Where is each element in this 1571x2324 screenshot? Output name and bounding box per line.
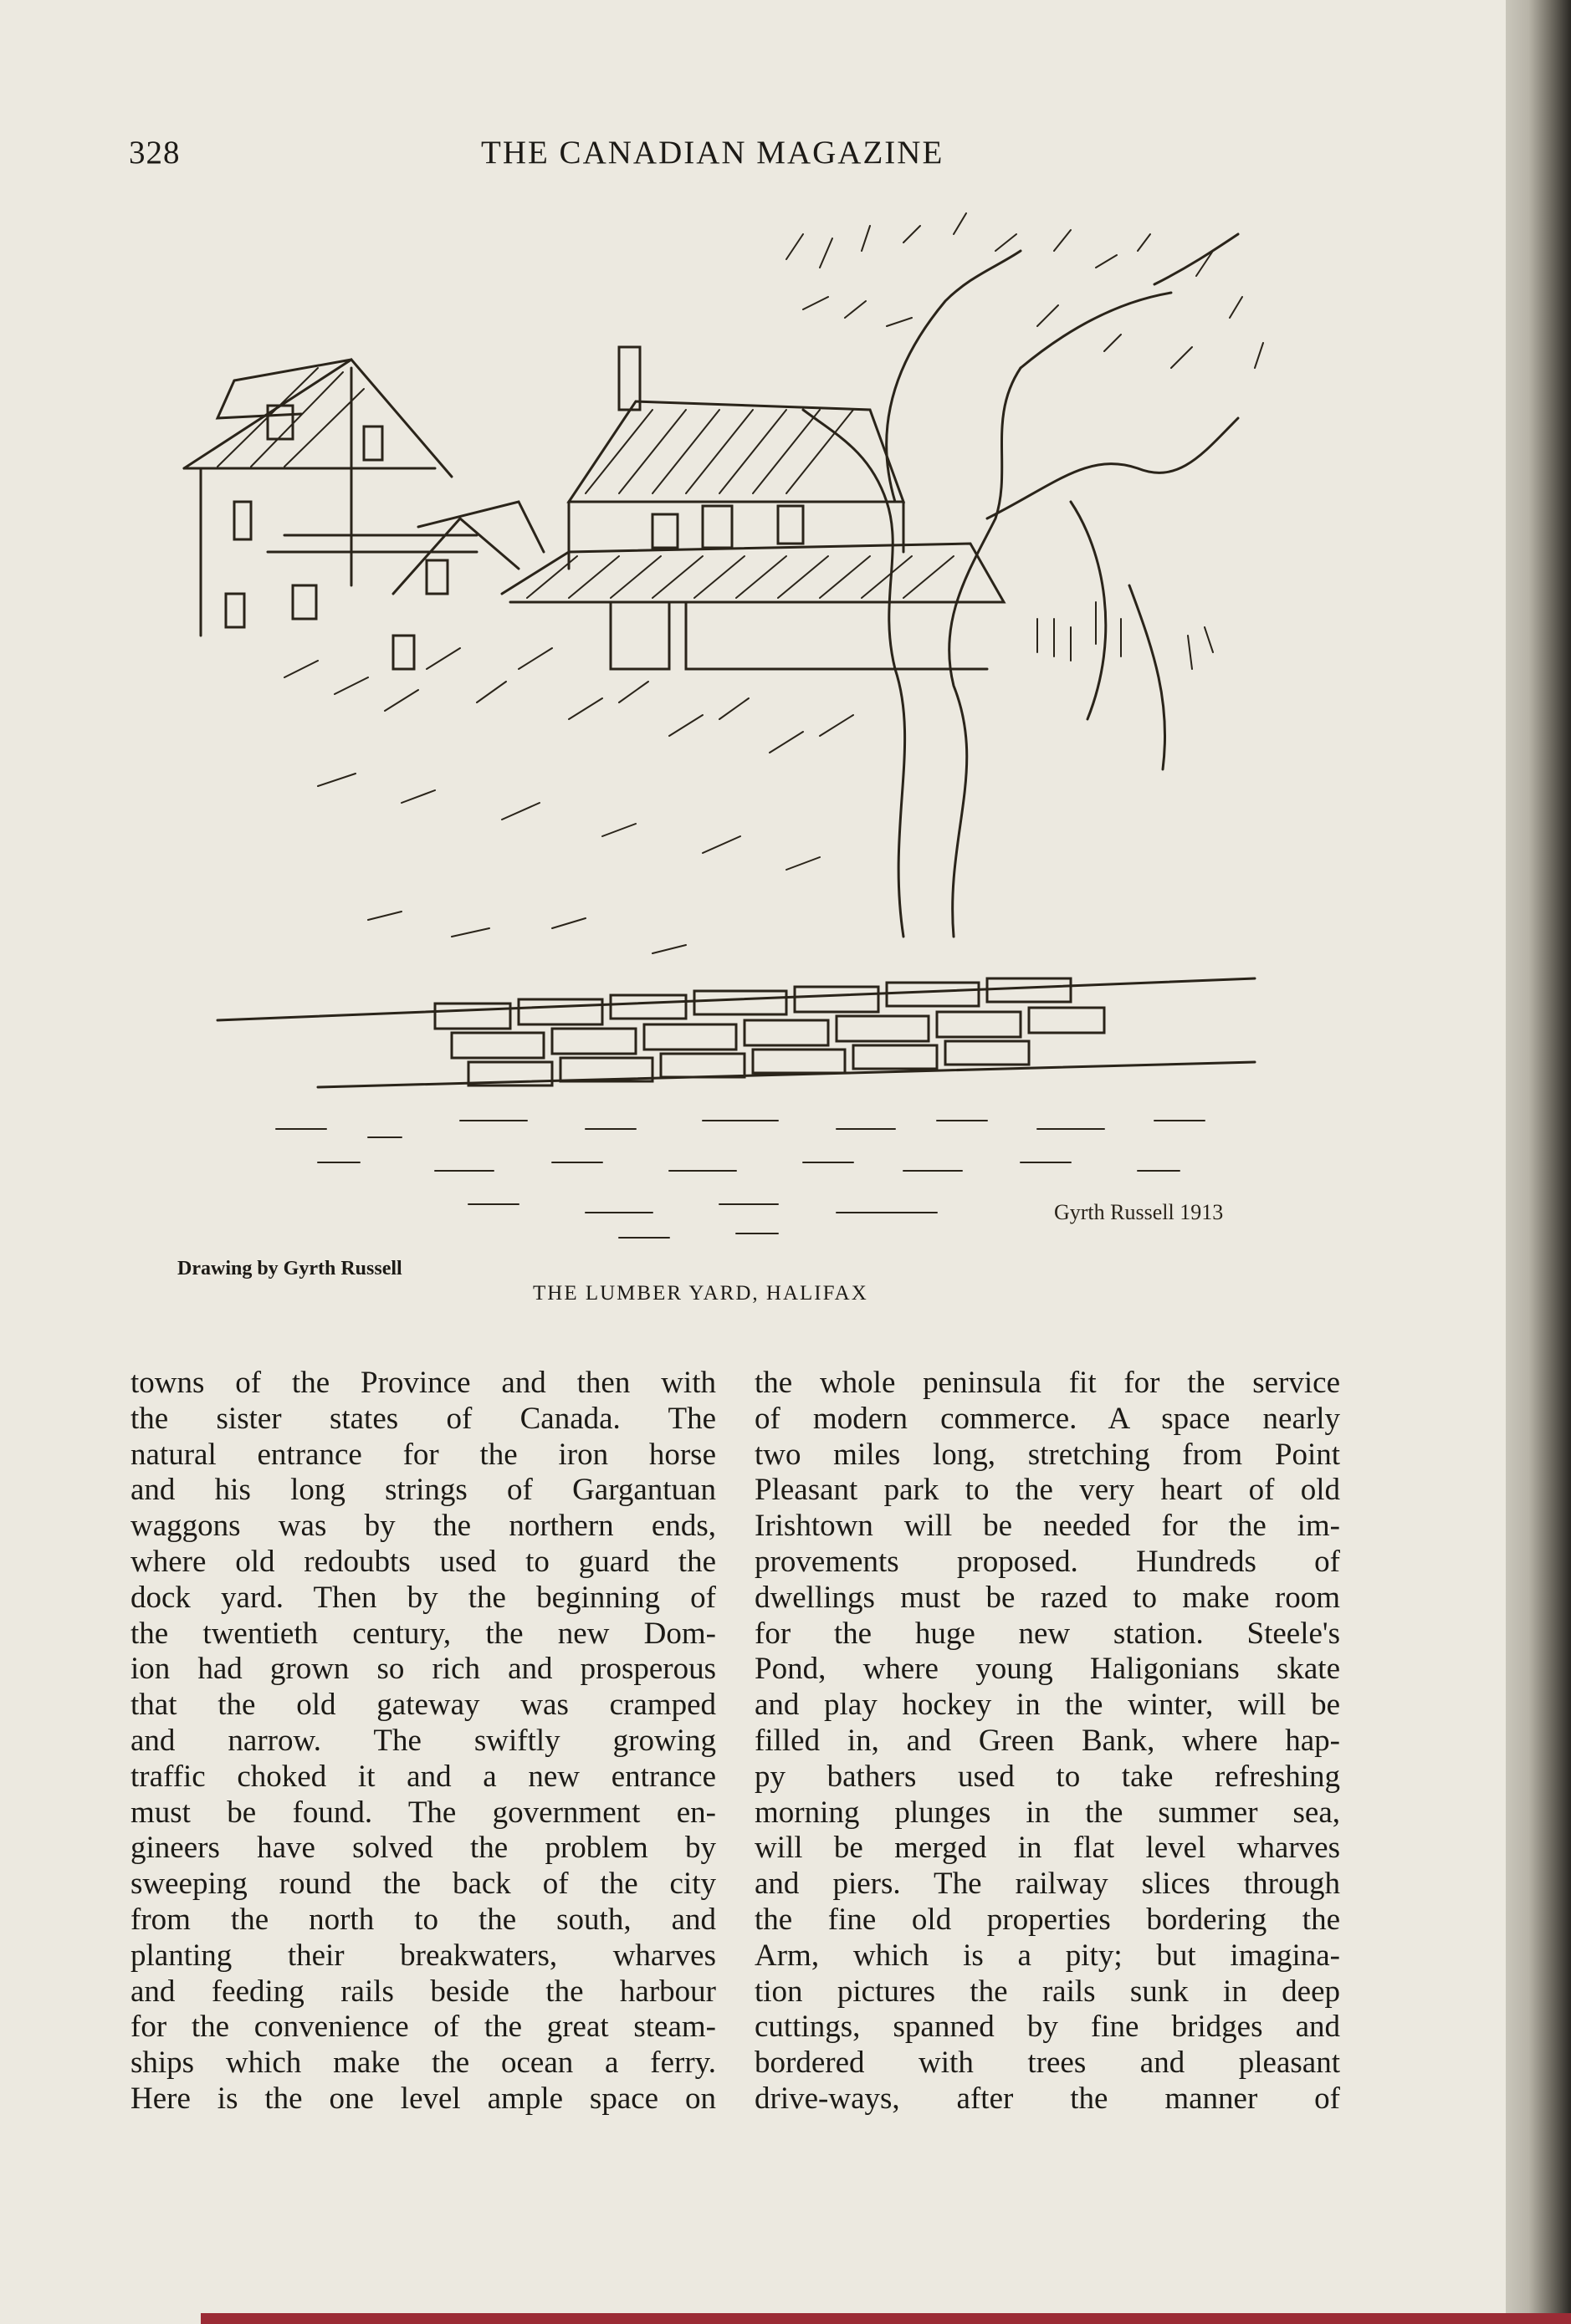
text-line: waggons was by the northern ends, <box>130 1509 716 1544</box>
text-line: from the north to the south, and <box>130 1902 716 1937</box>
text-line: and feeding rails beside the harbour <box>130 1974 716 2009</box>
text-line: Pond, where young Haligonians skate <box>755 1652 1340 1687</box>
text-line: and narrow. The swiftly growing <box>130 1723 716 1758</box>
foliage-strokes <box>786 213 1263 669</box>
text-line: of modern commerce. A space nearly <box>755 1401 1340 1436</box>
book-cover-edge <box>201 2313 1571 2324</box>
text-line: provements proposed. Hundreds of <box>755 1544 1340 1579</box>
roof-hatching <box>217 368 954 598</box>
text-line: traffic choked it and a new entrance <box>130 1759 716 1794</box>
text-line: cuttings, spanned by fine bridges and <box>755 2010 1340 2045</box>
tree <box>803 234 1238 937</box>
text-line: and piers. The railway slices through <box>755 1867 1340 1902</box>
text-line: tion pictures the rails sunk in deep <box>755 1974 1340 2009</box>
text-line: the twentieth century, the new Dom- <box>130 1616 716 1651</box>
text-line: two miles long, stretching from Point <box>755 1437 1340 1472</box>
page-number: 328 <box>129 135 181 171</box>
text-line: drive-ways, after the manner of <box>755 2081 1340 2116</box>
text-line: for the huge new station. Steele's <box>755 1616 1340 1651</box>
central-house <box>502 347 1004 669</box>
text-line: that the old gateway was cramped <box>130 1688 716 1723</box>
text-line: ships which make the ocean a ferry. <box>130 2046 716 2081</box>
text-line: dock yard. Then by the beginning of <box>130 1580 716 1615</box>
text-line: planting their breakwaters, wharves <box>130 1938 716 1973</box>
text-line: towns of the Province and then with <box>130 1366 716 1400</box>
text-line: for the convenience of the great steam- <box>130 2010 716 2045</box>
text-line: the fine old properties bordering the <box>755 1902 1340 1937</box>
body-column-left <box>130 1366 716 2117</box>
drawing-svg <box>151 201 1338 1254</box>
text-line: Irishtown will be needed for the im- <box>755 1509 1340 1544</box>
text-line: Here is the one level ample space on <box>130 2081 716 2116</box>
text-line: filled in, and Green Bank, where hap- <box>755 1723 1340 1758</box>
text-line: the whole peninsula fit for the service <box>755 1366 1340 1400</box>
page-header <box>0 134 1506 176</box>
text-line: the sister states of Canada. The <box>130 1401 716 1436</box>
middle-house <box>393 502 544 669</box>
drawing-credit: Drawing by Gyrth Russell <box>177 1258 402 1279</box>
pen-drawing-lumber-yard <box>151 201 1338 1254</box>
text-line: py bathers used to take refreshing <box>755 1759 1340 1794</box>
text-line: Arm, which is a pity; but imagina- <box>755 1938 1340 1973</box>
text-line: and his long strings of Gargantuan <box>130 1473 716 1508</box>
text-line: natural entrance for the iron horse <box>130 1437 716 1472</box>
text-line: gineers have solved the problem by <box>130 1831 716 1866</box>
text-line: Pleasant park to the very heart of old <box>755 1473 1340 1508</box>
text-line: will be merged in flat level wharves <box>755 1831 1340 1866</box>
text-line: morning plunges in the summer sea, <box>755 1795 1340 1830</box>
text-line: bordered with trees and pleasant <box>755 2046 1340 2081</box>
text-line: where old redoubts used to guard the <box>130 1544 716 1579</box>
text-line: dwellings must be razed to make room <box>755 1580 1340 1615</box>
artist-signature: Gyrth Russell 1913 <box>1054 1200 1224 1224</box>
book-spine-shadow <box>1506 0 1571 2324</box>
text-line: and play hockey in the winter, will be <box>755 1688 1340 1723</box>
text-line: sweeping round the back of the city <box>130 1867 716 1902</box>
figure-caption: THE LUMBER YARD, HALIFAX <box>533 1282 868 1305</box>
text-line: ion had grown so rich and prosperous <box>130 1652 716 1687</box>
text-line: must be found. The government en- <box>130 1795 716 1830</box>
ground-hatching <box>284 648 853 953</box>
stone-wall <box>217 978 1255 1087</box>
body-column-right <box>755 1366 1340 2117</box>
running-head: THE CANADIAN MAGAZINE <box>481 135 944 171</box>
